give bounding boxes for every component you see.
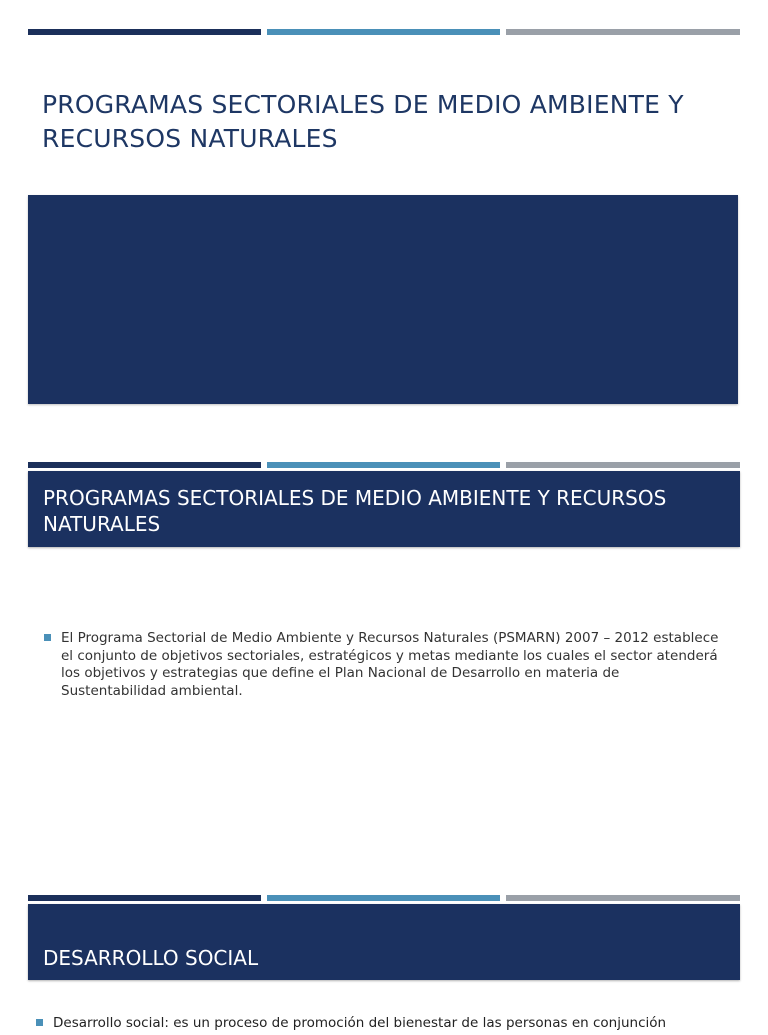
slide-title: PROGRAMAS SECTORIALES DE MEDIO AMBIENTE Y RECURSOS NATURALES	[42, 90, 684, 153]
accent-bars	[28, 29, 740, 36]
accent-bars	[28, 462, 740, 469]
bullet-square-icon	[36, 1019, 43, 1026]
bullet-text: Desarrollo social: es un proceso de promoción del bienestar de las personas en conjunción	[53, 1015, 667, 1031]
accent-bar-dark	[28, 29, 261, 35]
title-banner	[28, 471, 740, 547]
content-panel	[28, 195, 738, 404]
accent-bar-dark	[28, 462, 261, 468]
list-item	[36, 1015, 726, 1035]
accent-bar-blue	[267, 895, 500, 901]
accent-bar-grey	[506, 462, 740, 468]
slide-title: PROGRAMAS SECTORIALES DE MEDIO AMBIENTE Y RECURSOS NATURALES	[43, 486, 667, 536]
accent-bars	[28, 895, 740, 902]
slide-title: DESARROLLO SOCIAL	[43, 946, 259, 970]
accent-bar-blue	[267, 462, 500, 468]
accent-bar-blue	[267, 29, 500, 35]
accent-bar-grey	[506, 895, 740, 901]
list-item	[44, 630, 734, 710]
title-banner	[28, 904, 740, 980]
bullet-square-icon	[44, 634, 51, 641]
bullet-text: El Programa Sectorial de Medio Ambiente y Recursos Naturales (PSMARN) 2007 – 2012 establece el conjunto de objetivos sectoriales, estratégicos y metas mediante los cuales el sector atenderá los objetivos y estrategias que define el Plan Nacional de Desarrollo en materia de Sustentabilidad ambiental.	[61, 630, 719, 699]
accent-bar-dark	[28, 895, 261, 901]
slide-1	[0, 0, 768, 430]
accent-bar-grey	[506, 29, 740, 35]
